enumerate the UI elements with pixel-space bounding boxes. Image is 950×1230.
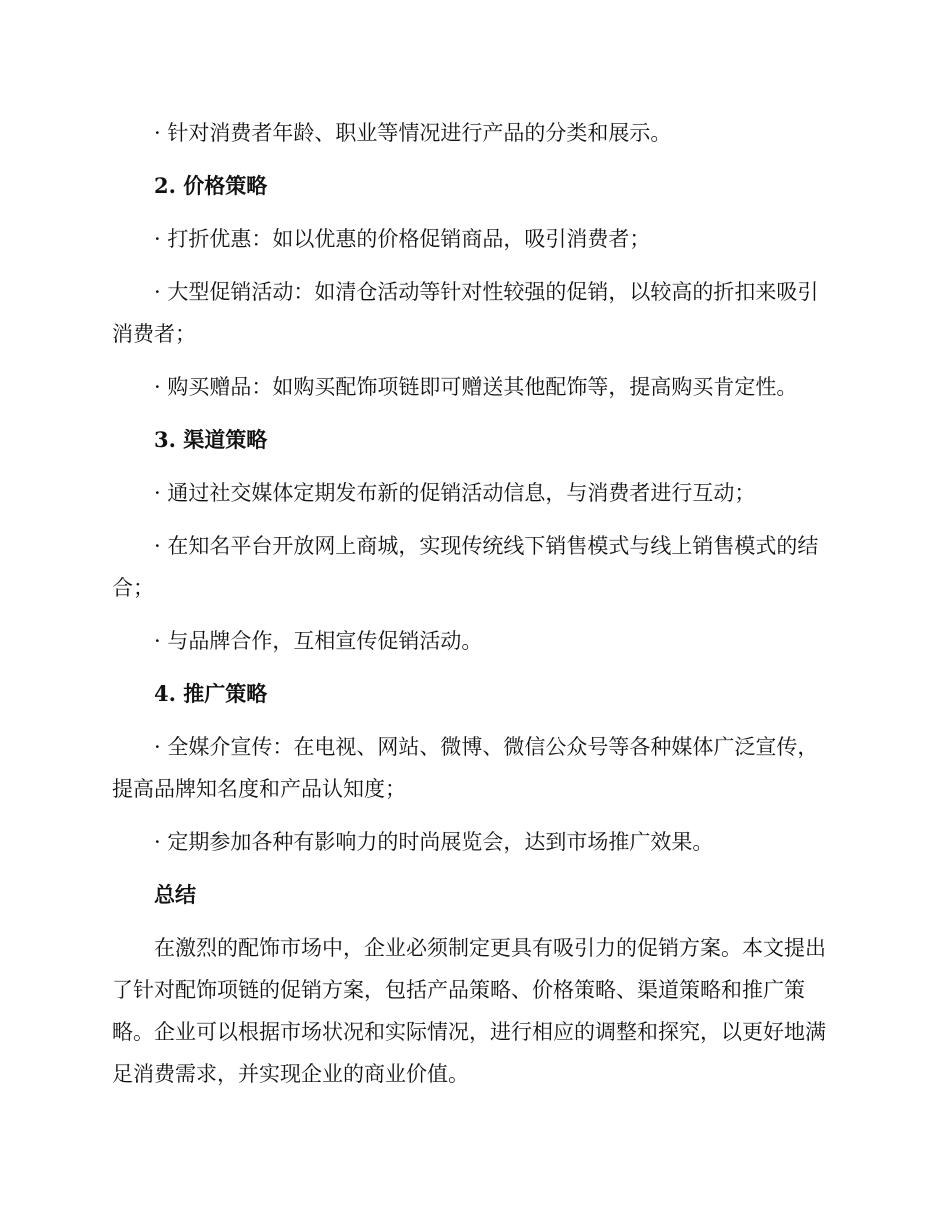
bullet-online-store: · 在知名平台开放网上商城，实现传统线下销售模式与线上销售模式的结合； bbox=[112, 534, 819, 600]
bullet-social-media: · 通过社交媒体定期发布新的促销活动信息，与消费者进行互动； bbox=[154, 481, 756, 505]
bullet-all-media: · 全媒介宣传：在电视、网站、微博、微信公众号等各种媒体广泛宣传，提高品牌知名度和产品认知度； bbox=[112, 735, 819, 801]
bullet-classify-products: · 针对消费者年龄、职业等情况进行产品的分类和展示。 bbox=[154, 121, 672, 145]
summary-paragraph: 在激烈的配饰市场中，企业必须制定更具有吸引力的促销方案。本文提出了针对配饰项链的促销方案，包括产品策略、价格策略、渠道策略和推广策略。企业可以根据市场状况和实际情况，进行相应的调整和探究，以更好地满足消费需求，并实现企业的商业价值。 bbox=[112, 936, 826, 1086]
bullet-brand-cooperation: · 与品牌合作，互相宣传促销活动。 bbox=[154, 629, 483, 653]
heading-promotion-strategy: 4. 推广策略 bbox=[154, 681, 268, 706]
heading-channel-strategy: 3. 渠道策略 bbox=[154, 427, 268, 452]
heading-price-strategy: 2. 价格策略 bbox=[154, 173, 268, 198]
heading-summary: 总结 bbox=[154, 882, 196, 907]
bullet-gift-purchase: · 购买赠品：如购买配饰项链即可赠送其他配饰等，提高购买肯定性。 bbox=[154, 375, 798, 399]
bullet-large-promotion: · 大型促销活动：如清仓活动等针对性较强的促销，以较高的折扣来吸引消费者； bbox=[112, 280, 819, 346]
bullet-discount: · 打折优惠：如以优惠的价格促销商品，吸引消费者； bbox=[154, 227, 651, 251]
bullet-fashion-exhibitions: · 定期参加各种有影响力的时尚展览会，达到市场推广效果。 bbox=[154, 830, 714, 854]
